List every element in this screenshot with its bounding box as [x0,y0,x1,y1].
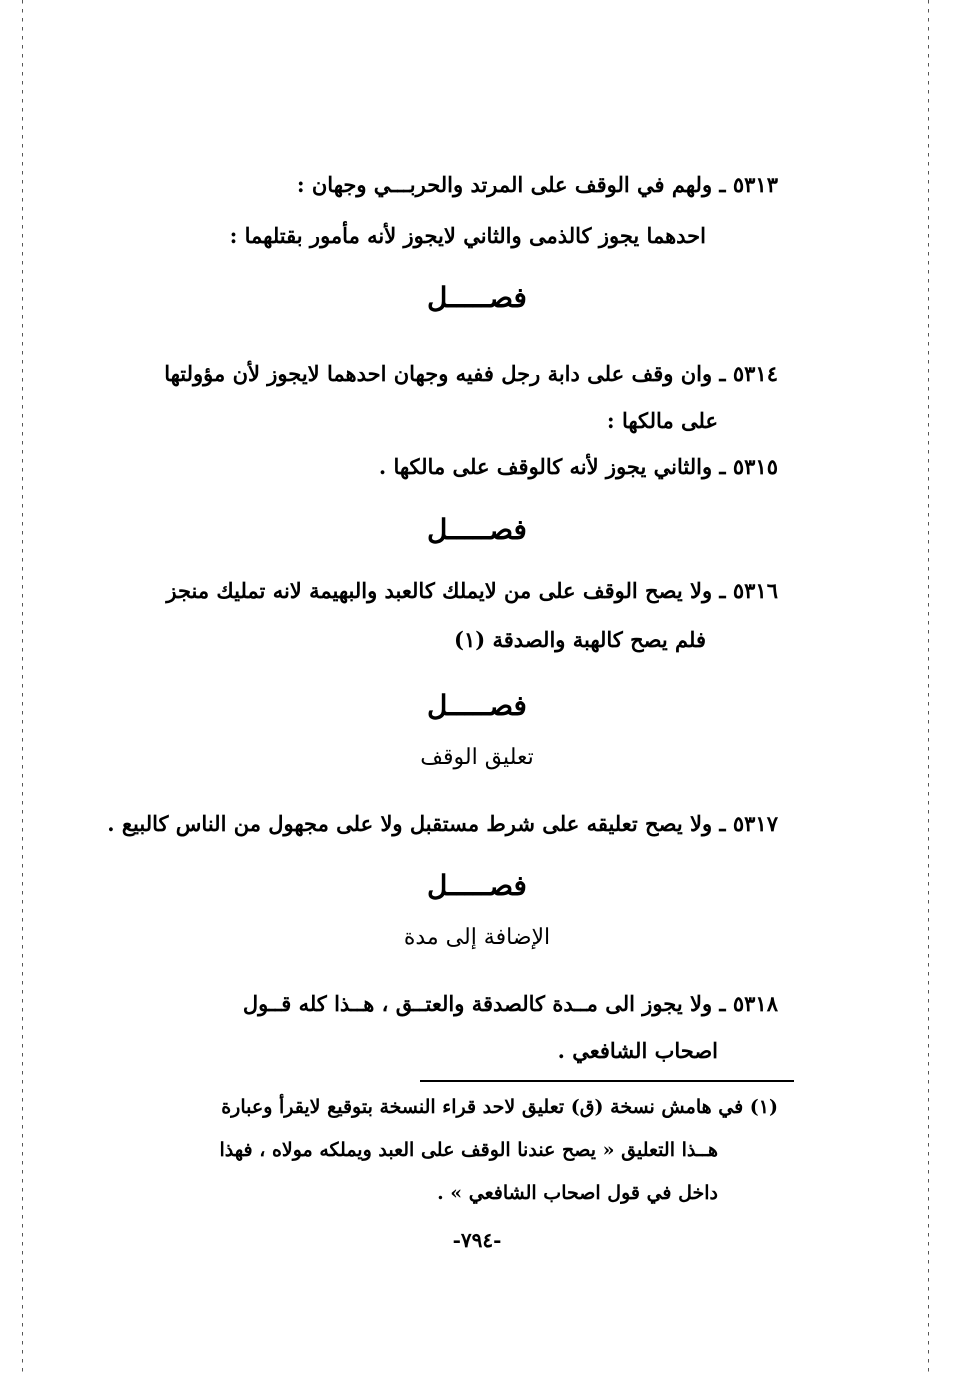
section-heading-fasl: فصـــــل [427,281,527,314]
paragraph-5314-line1: ٥٣١٤ ـ وان وقف على دابة رجل ففيه وجهان احدهما لايجوز لأن مؤولتها [164,361,778,386]
paragraph-5317: ٥٣١٧ ـ ولا يصح تعليقه على شرط مستقبل ولا على مجهول من الناس كالبيع . [107,811,778,836]
section-heading-fasl: فصـــــل [427,689,527,722]
paragraph-5313-line1: ٥٣١٣ ـ ولهم في الوقف على المرتد والحربـــي وجهان : [296,172,778,197]
scan-edge-dots [928,0,929,1375]
paragraph-5315: ٥٣١٥ ـ والثاني يجوز لأنه كالوقف على مالكها . [378,454,778,479]
footnote-separator [420,1080,794,1082]
footnote-line3: داخل في قول اصحاب الشافعي » . [437,1182,718,1204]
page-number: -٧٩٤- [452,1228,502,1252]
paragraph-5316-line1: ٥٣١٦ ـ ولا يصح الوقف على من لايملك كالعبد والبهيمة لانه تمليك منجز [166,578,778,603]
section-heading-fasl: فصـــــل [427,869,527,902]
footnote-line1: (١) في هامش نسخة (ق) تعليق لاحد قراء النسخة بتوقيع لايقرأ وعبارة [221,1096,778,1118]
paragraph-5318-line2: اصحاب الشافعي . [557,1038,718,1063]
scan-edge-dots [22,0,23,1375]
section-heading-fasl: فصـــــل [427,513,527,546]
section-subtitle-taliq: تعليق الوقف [420,745,534,770]
paragraph-5313-line2: احدهما يجوز كالذمى والثاني لايجوز لأنه مأمور بقتلهما : [229,223,706,248]
paragraph-5316-line2: فلم يصح كالهبة والصدقة (١) [454,627,706,652]
paragraph-5314-line2: على مالكها : [606,408,718,433]
paragraph-5318-line1: ٥٣١٨ ـ ولا يجوز الى مــدة كالصدقة والعتــق ، هــذا كله قــول [242,991,778,1016]
section-subtitle-idafa: الإضافة إلى مدة [403,925,551,950]
footnote-line2: هــذا التعليق « يصح عندنا الوقف على العبد ويملكه مولاه ، فهذا [219,1139,718,1161]
